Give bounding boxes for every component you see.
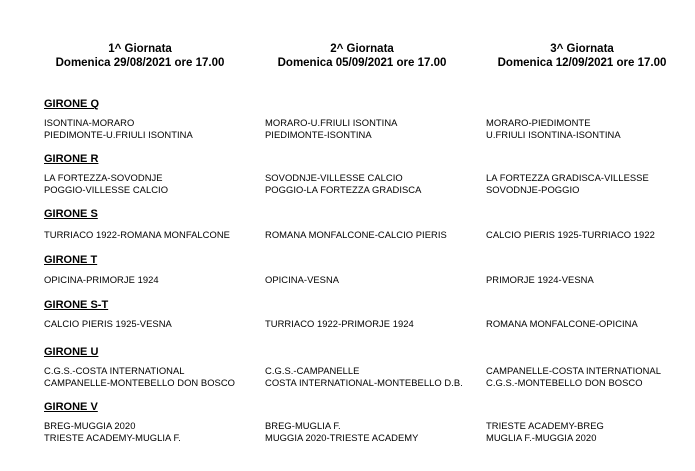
round-3-title: 3^ Giornata	[550, 43, 614, 55]
round-3-matches	[486, 274, 594, 286]
round-3-matches	[486, 365, 661, 388]
match: COSTA INTERNATIONAL-MONTEBELLO D.B.	[265, 376, 463, 388]
round-1-header	[40, 42, 240, 70]
match: CAMPANELLE-COSTA INTERNATIONAL	[486, 365, 661, 376]
match: U.FRIULI ISONTINA-ISONTINA	[486, 128, 621, 140]
round-2-matches	[265, 365, 463, 388]
round-2-matches	[265, 172, 421, 195]
match: TRIESTE ACADEMY-BREG	[486, 420, 604, 431]
match: TRIESTE ACADEMY-MUGLIA F.	[44, 431, 181, 443]
match: LA FORTEZZA GRADISCA-VILLESSE	[486, 172, 649, 183]
round-1-title: 1^ Giornata	[108, 43, 172, 55]
group-name: GIRONE U	[44, 346, 99, 358]
round-1-matches	[44, 318, 172, 330]
match: CALCIO PIERIS 1925-VESNA	[44, 318, 172, 329]
round-2-matches	[265, 117, 397, 140]
round-1-matches	[44, 229, 230, 241]
group-name: GIRONE Q	[44, 98, 100, 110]
round-3-matches	[486, 172, 649, 195]
match: BREG-MUGLIA F.	[265, 420, 341, 431]
round-1-matches	[44, 365, 235, 388]
group-name: GIRONE S	[44, 208, 98, 220]
round-3-date: Domenica 12/09/2021 ore 17.00	[497, 57, 667, 69]
round-1-matches	[44, 117, 193, 140]
match: ROMANA MONFALCONE-CALCIO PIERIS	[265, 229, 447, 240]
group-name: GIRONE T	[44, 254, 98, 266]
round-2-matches	[265, 229, 447, 241]
match: C.G.S.-CAMPANELLE	[265, 365, 360, 376]
match: LA FORTEZZA-SOVODNJE	[44, 172, 163, 183]
match: CAMPANELLE-MONTEBELLO DON BOSCO	[44, 376, 235, 388]
match: SOVODNJE-VILLESSE CALCIO	[265, 172, 403, 183]
match: ISONTINA-MORARO	[44, 117, 135, 128]
match: POGGIO-VILLESSE CALCIO	[44, 183, 169, 195]
match: MORARO-U.FRIULI ISONTINA	[265, 117, 398, 128]
match: BREG-MUGGIA 2020	[44, 420, 136, 431]
match: MORARO-PIEDIMONTE	[486, 117, 591, 128]
group-name: GIRONE R	[44, 153, 99, 165]
round-2-matches	[265, 274, 339, 286]
match: TURRIACO 1922-ROMANA MONFALCONE	[44, 229, 230, 240]
round-3-matches	[486, 420, 604, 443]
match: PIEDIMONTE-U.FRIULI ISONTINA	[44, 128, 193, 140]
round-1-matches	[44, 420, 181, 443]
match: ROMANA MONFALCONE-OPICINA	[486, 318, 638, 329]
round-1-matches	[44, 172, 168, 195]
round-3-matches	[486, 229, 655, 241]
match: OPICINA-PRIMORJE 1924	[44, 274, 159, 285]
round-2-header	[262, 42, 462, 70]
round-1-matches	[44, 274, 159, 286]
round-1-date: Domenica 29/08/2021 ore 17.00	[55, 57, 225, 69]
match: POGGIO-LA FORTEZZA GRADISCA	[265, 183, 422, 195]
round-3-matches	[486, 117, 621, 140]
match: C.G.S.-COSTA INTERNATIONAL	[44, 365, 185, 376]
match: PRIMORJE 1924-VESNA	[486, 274, 594, 285]
match: TURRIACO 1922-PRIMORJE 1924	[265, 318, 414, 329]
match: MUGLIA F.-MUGGIA 2020	[486, 431, 597, 443]
match: CALCIO PIERIS 1925-TURRIACO 1922	[486, 229, 655, 240]
match: MUGGIA 2020-TRIESTE ACADEMY	[265, 431, 419, 443]
match: PIEDIMONTE-ISONTINA	[265, 128, 372, 140]
round-3-header	[482, 42, 682, 70]
match: C.G.S.-MONTEBELLO DON BOSCO	[486, 376, 643, 388]
round-2-date: Domenica 05/09/2021 ore 17.00	[277, 57, 447, 69]
match: OPICINA-VESNA	[265, 274, 340, 285]
round-2-matches	[265, 420, 418, 443]
match: SOVODNJE-POGGIO	[486, 183, 580, 195]
group-name: GIRONE V	[44, 401, 98, 413]
round-3-matches	[486, 318, 638, 330]
group-name: GIRONE S-T	[44, 299, 109, 311]
round-2-matches	[265, 318, 414, 330]
round-2-title: 2^ Giornata	[330, 43, 394, 55]
